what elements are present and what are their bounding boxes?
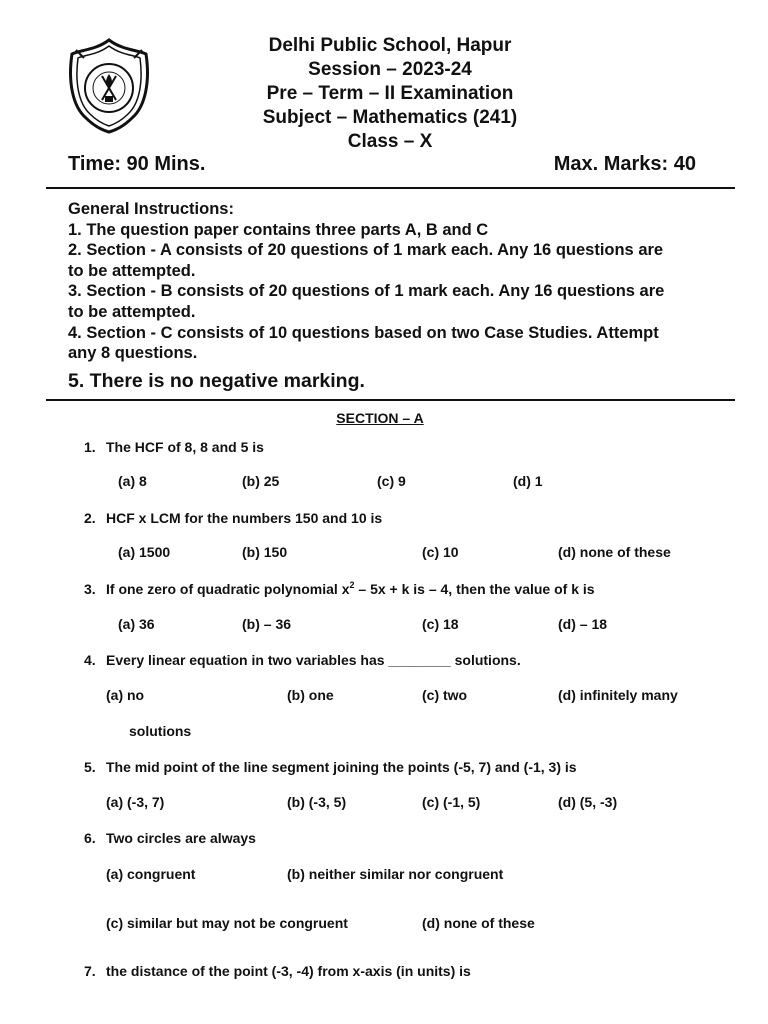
question-text-part: – 5x + k is – 4, then the value of k is <box>354 581 595 597</box>
question-text: The mid point of the line segment joining the points (-5, 7) and (-1, 3) is <box>106 759 577 775</box>
max-marks: Max. Marks: 40 <box>553 153 696 175</box>
option-continuation: solutions <box>129 723 192 739</box>
instruction-line: to be attempted. <box>68 302 196 321</box>
option-c: (c) two <box>422 687 468 703</box>
option-a: (a) (-3, 7) <box>106 794 165 810</box>
question-number: 7. <box>84 963 96 979</box>
question-number: 3. <box>84 581 96 597</box>
option-a: (a) 1500 <box>118 544 171 560</box>
question-number: 2. <box>84 510 96 526</box>
question-number: 5. <box>84 759 96 775</box>
time-allowed: Time: 90 Mins. <box>68 153 206 175</box>
question-text: The HCF of 8, 8 and 5 is <box>106 439 264 455</box>
exam-title: Pre – Term – II Examination <box>266 83 514 104</box>
option-b: (b) – 36 <box>242 616 292 632</box>
negative-marking-note: 5. There is no negative marking. <box>68 370 365 392</box>
option-b: (b) 25 <box>242 473 280 489</box>
option-b: (b) (-3, 5) <box>287 794 347 810</box>
exponent: 2 <box>349 580 355 590</box>
session: Session – 2023-24 <box>308 59 472 80</box>
instruction-line: 4. Section - C consists of 10 questions based on two Case Studies. Attempt <box>68 323 659 342</box>
school-name: Delhi Public School, Hapur <box>268 35 512 56</box>
question-number: 1. <box>84 439 96 455</box>
option-b: (b) neither similar nor congruent <box>287 866 504 882</box>
question-number: 6. <box>84 830 96 846</box>
instruction-line: any 8 questions. <box>68 344 198 363</box>
option-b: (b) 150 <box>242 544 288 560</box>
class-label: Class – X <box>347 131 433 152</box>
option-d: (d) (5, -3) <box>558 794 618 810</box>
question-text: HCF x LCM for the numbers 150 and 10 is <box>106 510 383 526</box>
question-text <box>106 581 595 597</box>
header-divider <box>46 187 735 189</box>
option-c: (c) 10 <box>422 544 459 560</box>
instruction-line: 2. Section - A consists of 20 questions of 1 mark each. Any 16 questions are <box>68 241 664 260</box>
question-text: the distance of the point (-3, -4) from x-axis (in units) is <box>106 963 471 979</box>
question-text: Every linear equation in two variables has ________ solutions. <box>106 652 521 668</box>
question-text-part: If one zero of quadratic polynomial x <box>106 581 350 597</box>
instructions-divider <box>46 399 735 401</box>
instruction-line: to be attempted. <box>68 261 196 280</box>
option-d: (d) – 18 <box>558 616 608 632</box>
option-a: (a) 8 <box>118 473 147 489</box>
option-c: (c) (-1, 5) <box>422 794 481 810</box>
general-instructions <box>68 199 718 364</box>
option-a: (a) no <box>106 687 145 703</box>
instruction-line: 3. Section - B consists of 20 questions of 1 mark each. Any 16 questions are <box>68 282 665 301</box>
question-text: Two circles are always <box>106 830 256 846</box>
question-number: 4. <box>84 652 96 668</box>
option-c: (c) similar but may not be congruent <box>106 915 348 931</box>
subject: Subject – Mathematics (241) <box>262 107 518 128</box>
option-d: (d) none of these <box>558 544 671 560</box>
option-c: (c) 9 <box>377 473 406 489</box>
option-d: (d) infinitely many <box>558 687 678 703</box>
instruction-line: 1. The question paper contains three parts A, B and C <box>68 220 489 239</box>
option-a: (a) congruent <box>106 866 196 882</box>
instructions-title: General Instructions: <box>68 200 234 218</box>
option-d: (d) none of these <box>422 915 535 931</box>
option-d: (d) 1 <box>513 473 543 489</box>
option-a: (a) 36 <box>118 616 155 632</box>
section-title: SECTION – A <box>336 410 424 426</box>
option-c: (c) 18 <box>422 616 459 632</box>
option-b: (b) one <box>287 687 334 703</box>
